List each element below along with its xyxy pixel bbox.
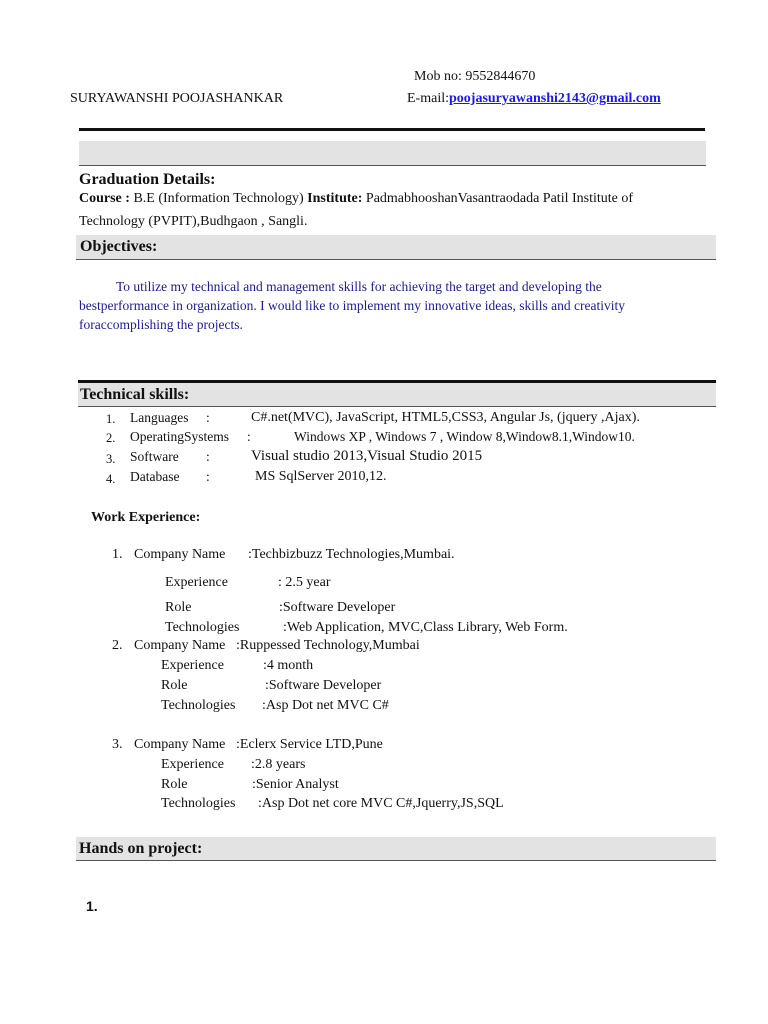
company-label-2: Company Name [134, 638, 226, 653]
course-label: Course : [79, 191, 130, 206]
skill-num-2: 2. [106, 431, 116, 445]
skill-value-4: MS SqlServer 2010,12. [255, 469, 387, 484]
course-line [79, 191, 633, 207]
skill-label-4: Database [130, 469, 180, 484]
experience-label-3: Experience [161, 757, 224, 772]
work-title: Work Experience: [91, 510, 201, 525]
skill-sep-4: : [206, 469, 210, 484]
skill-sep-3: : [206, 449, 210, 464]
tech-value-2: :Asp Dot net MVC C# [262, 698, 389, 713]
role-value-1: :Software Developer [279, 600, 396, 615]
skill-num-3: 3. [106, 452, 116, 466]
objective-line-3: foraccomplishing the projects. [79, 317, 243, 332]
experience-label-1: Experience [165, 575, 228, 590]
tech-label-3: Technologies [161, 796, 236, 811]
experience-value-3: :2.8 years [251, 757, 306, 772]
company-label-3: Company Name [134, 737, 226, 752]
company-value-2: :Ruppessed Technology,Mumbai [236, 638, 420, 653]
skill-value-1: C#.net(MVC), JavaScript, HTML5,CSS3, Angular Js, (jquery ,Ajax). [251, 410, 640, 425]
company-value-3: :Eclerx Service LTD,Pune [236, 737, 383, 752]
institute-label: Institute: [307, 191, 363, 206]
project-num-1: 1. [86, 898, 98, 914]
institute-line-2: Technology (PVPIT),Budhgaon , Sangli. [79, 214, 308, 229]
company-num-2: 2. [112, 638, 123, 653]
skills-title: Technical skills: [80, 386, 190, 403]
skill-num-4: 4. [106, 472, 116, 486]
tech-label-2: Technologies [161, 698, 236, 713]
email-label: E-mail: [407, 91, 449, 106]
experience-value-1: : 2.5 year [278, 575, 331, 590]
skill-num-1: 1. [106, 412, 116, 426]
objective-line-1: To utilize my technical and management skills for achieving the target and developing the [116, 279, 602, 294]
objectives-title: Objectives: [80, 238, 158, 255]
header-band [79, 141, 706, 166]
skill-label-2: OperatingSystems [130, 429, 229, 444]
projects-title: Hands on project: [79, 840, 203, 857]
mobile-line [414, 69, 535, 85]
tech-value-1: :Web Application, MVC,Class Library, Web Form. [283, 620, 568, 635]
skill-sep-2: : [247, 429, 251, 444]
role-label-2: Role [161, 678, 188, 693]
graduation-title: Graduation Details: [79, 171, 216, 188]
email-line [407, 91, 661, 107]
tech-value-3: :Asp Dot net core MVC C#,Jquerry,JS,SQL [258, 796, 504, 811]
mobile-label: Mob no: [414, 69, 466, 84]
company-value-1: :Techbizbuzz Technologies,Mumbai. [248, 547, 455, 562]
skill-label-1: Languages [130, 410, 189, 425]
institute-value: PadmabhooshanVasantraodada Patil Institute of [362, 191, 634, 206]
company-num-3: 3. [112, 737, 123, 752]
experience-value-2: :4 month [263, 658, 314, 673]
experience-label-2: Experience [161, 658, 224, 673]
tech-label-1: Technologies [165, 620, 240, 635]
skill-value-2: Windows XP , Windows 7 , Window 8,Window8.1,Window10. [294, 429, 635, 444]
role-value-2: :Software Developer [265, 678, 382, 693]
objectives-band [76, 235, 716, 260]
company-label-1: Company Name [134, 547, 226, 562]
skill-value-3: Visual studio 2013,Visual Studio 2015 [251, 448, 483, 464]
role-label-3: Role [161, 777, 188, 792]
role-label-1: Role [165, 600, 192, 615]
role-value-3: :Senior Analyst [252, 777, 339, 792]
candidate-name: SURYAWANSHI POOJASHANKAR [70, 91, 284, 106]
company-num-1: 1. [112, 547, 123, 562]
objective-line-2: bestperformance in organization. I would like to implement my innovative ideas, skills and creativity [79, 298, 625, 313]
mobile-number: 9552844670 [465, 69, 536, 84]
skill-sep-1: : [206, 410, 210, 425]
skill-label-3: Software [130, 449, 179, 464]
course-value: B.E (Information Technology) [129, 191, 308, 206]
email-link[interactable]: poojasuryawanshi2143@gmail.com [449, 91, 661, 106]
header-divider [79, 128, 705, 131]
